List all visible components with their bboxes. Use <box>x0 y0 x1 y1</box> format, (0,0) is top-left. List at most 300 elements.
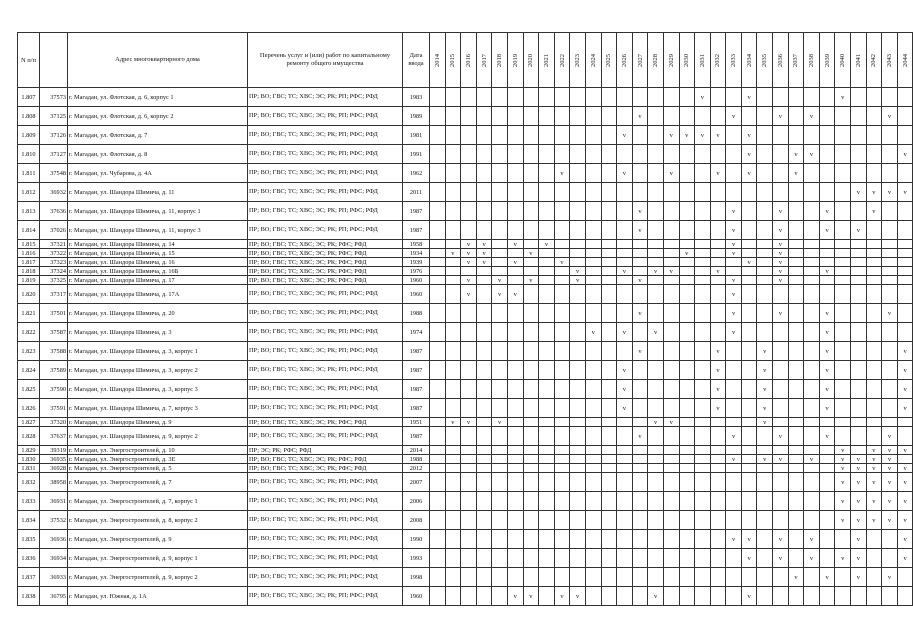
year-cell-2015 <box>445 446 461 455</box>
scheduled-mark: v <box>872 207 876 215</box>
year-cell-2036 <box>773 249 789 258</box>
year-cell-2032 <box>710 511 726 530</box>
year-cell-2039 <box>819 399 835 418</box>
scheduled-mark: v <box>669 169 673 177</box>
header-year-2038 <box>804 33 820 88</box>
year-cell-2030 <box>679 492 695 511</box>
year-cell-2034 <box>741 304 757 323</box>
year-cell-2035 <box>757 258 773 267</box>
year-cell-2040 <box>835 202 851 221</box>
year-cell-2020 <box>523 418 539 427</box>
year-cell-2017 <box>476 530 492 549</box>
year-cell-2023 <box>570 399 586 418</box>
scheduled-mark: v <box>622 385 627 393</box>
works-list: ПР; ВО; ГВС; ТС; ХВС; ЭС; РК; РП; РФС; РФД <box>248 568 403 587</box>
year-cell-2040 <box>835 126 851 145</box>
year-cell-2023 <box>570 427 586 446</box>
year-cell-2038 <box>804 267 820 276</box>
year-cell-2039 <box>819 427 835 446</box>
year-cell-2037 <box>788 202 804 221</box>
year-cell-2017 <box>476 464 492 473</box>
scheduled-mark: v <box>747 93 751 101</box>
year-cell-2041 <box>851 285 867 304</box>
year-cell-2028 <box>648 446 664 455</box>
header-year-label: 2029 <box>667 53 675 67</box>
year-cell-2044 <box>897 285 913 304</box>
year-cell-2044 <box>897 473 913 492</box>
year-cell-2029 <box>663 107 679 126</box>
building-address: г. Магадан, ул. Южная, д. 1А <box>68 587 248 606</box>
scheduled-mark: v <box>638 347 642 355</box>
year-cell-2042 <box>866 418 882 427</box>
year-cell-2029 <box>663 145 679 164</box>
scheduled-mark: v <box>716 404 720 412</box>
year-cell-2039 <box>819 202 835 221</box>
year-cell-2017 <box>476 455 492 464</box>
year-cell-2036 <box>773 455 789 464</box>
year-cell-2027 <box>632 399 648 418</box>
year-cell-2043 <box>882 183 898 202</box>
year-cell-2021 <box>539 511 555 530</box>
year-cell-2025 <box>601 304 617 323</box>
table-row <box>18 285 913 304</box>
row-number: 1.837 <box>18 568 40 587</box>
year-cell-2029 <box>663 427 679 446</box>
works-list: ПР; ВО; ГВС; ТС; ХВС; ЭС; РК; РП; РФС; РФД <box>248 427 403 446</box>
works-list: ПР; ВО; ГВС; ТС; ХВС; ЭС; РК; РФС; РФД <box>248 276 403 285</box>
works-list: ПР; ВО; ГВС; ТС; ХВС; ЭС; РК; РП; РФС; РФД <box>248 145 403 164</box>
year-cell-2020 <box>523 361 539 380</box>
year-cell-2035 <box>757 511 773 530</box>
scheduled-mark: v <box>638 226 642 234</box>
year-cell-2024 <box>585 511 601 530</box>
year-cell-2016 <box>461 183 477 202</box>
year-cell-2041 <box>851 304 867 323</box>
year-cell-2015 <box>445 427 461 446</box>
year-cell-2028 <box>648 183 664 202</box>
year-cell-2031 <box>695 464 711 473</box>
year-cell-2016 <box>461 549 477 568</box>
year-cell-2022 <box>554 267 570 276</box>
year-cell-2019 <box>507 88 523 107</box>
year-cell-2020 <box>523 464 539 473</box>
header-year-2034 <box>741 33 757 88</box>
scheduled-mark: v <box>903 347 907 355</box>
year-cell-2040 <box>835 164 851 183</box>
year-cell-2025 <box>601 455 617 464</box>
year-cell-2026 <box>617 202 633 221</box>
commission-year: 1988 <box>403 304 430 323</box>
building-address: г. Магадан, ул. Энергостроителей, д. 5 <box>68 464 248 473</box>
year-cell-2043 <box>882 587 898 606</box>
year-cell-2040 <box>835 323 851 342</box>
year-cell-2030 <box>679 304 695 323</box>
year-cell-2032 <box>710 427 726 446</box>
building-code: 36928 <box>40 464 68 473</box>
year-cell-2034 <box>741 464 757 473</box>
scheduled-mark: v <box>560 169 564 177</box>
header-year-label: 2015 <box>449 53 457 67</box>
scheduled-mark: v <box>576 276 580 284</box>
year-cell-2033 <box>726 549 742 568</box>
year-cell-2039 <box>819 258 835 267</box>
works-list: ПР; ВО; ГВС; ТС; ХВС; ЭС; РК; РП; РФС; РФД <box>248 88 403 107</box>
scheduled-mark: v <box>903 464 907 472</box>
year-cell-2025 <box>601 418 617 427</box>
year-cell-2029 <box>663 511 679 530</box>
year-cell-2015 <box>445 473 461 492</box>
year-cell-2028 <box>648 276 664 285</box>
year-cell-2016 <box>461 399 477 418</box>
scheduled-mark: v <box>498 276 502 284</box>
year-cell-2042 <box>866 473 882 492</box>
year-cell-2033 <box>726 399 742 418</box>
year-cell-2041 <box>851 427 867 446</box>
year-cell-2040 <box>835 304 851 323</box>
year-cell-2041 <box>851 530 867 549</box>
year-cell-2021 <box>539 258 555 267</box>
table-row <box>18 342 913 361</box>
building-address: г. Магадан, ул. Шандора Шимича, д. 16Б <box>68 267 248 276</box>
year-cell-2032 <box>710 202 726 221</box>
year-cell-2024 <box>585 492 601 511</box>
year-cell-2019 <box>507 446 523 455</box>
year-cell-2036 <box>773 304 789 323</box>
year-cell-2037 <box>788 492 804 511</box>
scheduled-mark: v <box>856 455 860 463</box>
year-cell-2034 <box>741 399 757 418</box>
year-cell-2017 <box>476 446 492 455</box>
works-list: ПР; ВО; ГВС; ТС; ХВС; ЭС; РК; РП; РФС; РФД <box>248 399 403 418</box>
scheduled-mark: v <box>638 112 642 120</box>
year-cell-2016 <box>461 455 477 464</box>
year-cell-2023 <box>570 88 586 107</box>
year-cell-2044 <box>897 249 913 258</box>
year-cell-2039 <box>819 126 835 145</box>
year-cell-2033 <box>726 126 742 145</box>
year-cell-2018 <box>492 455 508 464</box>
year-cell-2030 <box>679 240 695 249</box>
year-cell-2044 <box>897 267 913 276</box>
year-cell-2036 <box>773 126 789 145</box>
year-cell-2039 <box>819 276 835 285</box>
scheduled-mark: v <box>747 258 751 266</box>
year-cell-2037 <box>788 361 804 380</box>
year-cell-2025 <box>601 399 617 418</box>
year-cell-2016 <box>461 511 477 530</box>
scheduled-mark: v <box>731 226 736 234</box>
year-cell-2039 <box>819 549 835 568</box>
header-year-label: 2026 <box>620 53 628 67</box>
year-cell-2038 <box>804 587 820 606</box>
year-cell-2026 <box>617 399 633 418</box>
year-cell-2032 <box>710 323 726 342</box>
year-cell-2024 <box>585 145 601 164</box>
year-cell-2016 <box>461 276 477 285</box>
year-cell-2030 <box>679 342 695 361</box>
building-address: г. Магадан, ул. Шандора Шимича, д. 3, корпус 1 <box>68 342 248 361</box>
year-cell-2040 <box>835 399 851 418</box>
year-cell-2024 <box>585 399 601 418</box>
building-address: г. Магадан, ул. Энергостроителей, д. 8, корпус 2 <box>68 511 248 530</box>
year-cell-2021 <box>539 473 555 492</box>
header-year-2031 <box>695 33 711 88</box>
commission-year: 1987 <box>403 399 430 418</box>
scheduled-mark: v <box>809 112 814 120</box>
scheduled-mark: v <box>825 432 829 440</box>
year-cell-2031 <box>695 183 711 202</box>
year-cell-2038 <box>804 126 820 145</box>
year-cell-2038 <box>804 202 820 221</box>
year-cell-2032 <box>710 183 726 202</box>
year-cell-2020 <box>523 511 539 530</box>
year-cell-2033 <box>726 164 742 183</box>
year-cell-2023 <box>570 380 586 399</box>
scheduled-mark: v <box>872 516 876 524</box>
year-cell-2016 <box>461 88 477 107</box>
scheduled-mark: v <box>669 131 673 139</box>
year-cell-2030 <box>679 267 695 276</box>
year-cell-2026 <box>617 107 633 126</box>
scheduled-mark: v <box>856 516 860 524</box>
year-cell-2014 <box>430 164 446 183</box>
year-cell-2041 <box>851 511 867 530</box>
year-cell-2018 <box>492 530 508 549</box>
scheduled-mark: v <box>685 249 689 257</box>
year-cell-2043 <box>882 464 898 473</box>
row-number: 1.826 <box>18 399 40 418</box>
year-cell-2029 <box>663 323 679 342</box>
year-cell-2033 <box>726 446 742 455</box>
table-row <box>18 258 913 267</box>
year-cell-2014 <box>430 323 446 342</box>
year-cell-2033 <box>726 276 742 285</box>
scheduled-mark: v <box>747 535 751 543</box>
year-cell-2016 <box>461 380 477 399</box>
year-cell-2041 <box>851 418 867 427</box>
year-cell-2021 <box>539 276 555 285</box>
year-cell-2031 <box>695 164 711 183</box>
building-code: 36935 <box>40 455 68 464</box>
year-cell-2018 <box>492 418 508 427</box>
year-cell-2026 <box>617 492 633 511</box>
row-number: 1.830 <box>18 455 40 464</box>
year-cell-2028 <box>648 221 664 240</box>
building-address: г. Магадан, ул. Энергостроителей, д. 10 <box>68 446 248 455</box>
year-cell-2016 <box>461 240 477 249</box>
year-cell-2042 <box>866 145 882 164</box>
year-cell-2031 <box>695 549 711 568</box>
year-cell-2040 <box>835 549 851 568</box>
scheduled-mark: v <box>825 309 829 317</box>
year-cell-2039 <box>819 304 835 323</box>
header-year-2037 <box>788 33 804 88</box>
year-cell-2041 <box>851 249 867 258</box>
year-cell-2029 <box>663 276 679 285</box>
scheduled-mark: v <box>716 347 720 355</box>
year-cell-2032 <box>710 276 726 285</box>
table-row <box>18 249 913 258</box>
year-cell-2041 <box>851 126 867 145</box>
header-year-2030 <box>679 33 695 88</box>
year-cell-2026 <box>617 549 633 568</box>
year-cell-2034 <box>741 473 757 492</box>
scheduled-mark: v <box>825 267 829 275</box>
year-cell-2029 <box>663 587 679 606</box>
row-number: 1.808 <box>18 107 40 126</box>
year-cell-2021 <box>539 342 555 361</box>
row-number: 1.818 <box>18 267 40 276</box>
year-cell-2038 <box>804 88 820 107</box>
row-number: 1.810 <box>18 145 40 164</box>
year-cell-2023 <box>570 202 586 221</box>
year-cell-2025 <box>601 240 617 249</box>
year-cell-2034 <box>741 587 757 606</box>
works-list: ПР; ВО; ГВС; ТС; ХВС; ЭС; РК; РП; РФС; РФД <box>248 164 403 183</box>
year-cell-2014 <box>430 221 446 240</box>
header-year-label: 2037 <box>792 53 800 67</box>
row-number: 1.827 <box>18 418 40 427</box>
year-cell-2037 <box>788 587 804 606</box>
scheduled-mark: v <box>622 267 627 275</box>
year-cell-2022 <box>554 164 570 183</box>
year-cell-2029 <box>663 418 679 427</box>
year-cell-2020 <box>523 323 539 342</box>
year-cell-2035 <box>757 342 773 361</box>
year-cell-2017 <box>476 399 492 418</box>
year-cell-2036 <box>773 464 789 473</box>
year-cell-2032 <box>710 267 726 276</box>
year-cell-2031 <box>695 88 711 107</box>
year-cell-2022 <box>554 304 570 323</box>
year-cell-2018 <box>492 399 508 418</box>
scheduled-mark: v <box>513 258 517 266</box>
works-list: ПР; ВО; ГВС; ТС; ХВС; ЭС; РК; РП; РФС; РФД <box>248 492 403 511</box>
scheduled-mark: v <box>809 554 814 562</box>
year-cell-2037 <box>788 249 804 258</box>
year-cell-2032 <box>710 342 726 361</box>
building-code: 37026 <box>40 221 68 240</box>
year-cell-2016 <box>461 427 477 446</box>
scheduled-mark: v <box>841 554 845 562</box>
year-cell-2037 <box>788 240 804 249</box>
scheduled-mark: v <box>778 309 782 317</box>
year-cell-2032 <box>710 240 726 249</box>
year-cell-2021 <box>539 587 555 606</box>
year-cell-2016 <box>461 587 477 606</box>
year-cell-2034 <box>741 240 757 249</box>
year-cell-2015 <box>445 492 461 511</box>
header-year-label: 2024 <box>589 53 597 67</box>
header-year-2016 <box>461 33 477 88</box>
building-address: г. Магадан, ул. Шандора Шимича, д. 7, корпус 3 <box>68 399 248 418</box>
year-cell-2043 <box>882 427 898 446</box>
scheduled-mark: v <box>809 455 814 463</box>
year-cell-2023 <box>570 304 586 323</box>
year-cell-2041 <box>851 221 867 240</box>
row-number: 1.836 <box>18 549 40 568</box>
year-cell-2039 <box>819 361 835 380</box>
year-cell-2014 <box>430 427 446 446</box>
year-cell-2017 <box>476 258 492 267</box>
year-cell-2018 <box>492 88 508 107</box>
year-cell-2042 <box>866 88 882 107</box>
year-cell-2037 <box>788 164 804 183</box>
year-cell-2036 <box>773 202 789 221</box>
year-cell-2015 <box>445 276 461 285</box>
year-cell-2042 <box>866 126 882 145</box>
scheduled-mark: v <box>466 258 471 266</box>
year-cell-2043 <box>882 323 898 342</box>
scheduled-mark: v <box>763 404 767 412</box>
year-cell-2022 <box>554 380 570 399</box>
year-cell-2024 <box>585 549 601 568</box>
table-row <box>18 126 913 145</box>
commission-year: 1960 <box>403 587 430 606</box>
commission-year: 1988 <box>403 455 430 464</box>
year-cell-2044 <box>897 399 913 418</box>
year-cell-2035 <box>757 202 773 221</box>
year-cell-2041 <box>851 258 867 267</box>
year-cell-2041 <box>851 380 867 399</box>
year-cell-2017 <box>476 473 492 492</box>
year-cell-2027 <box>632 304 648 323</box>
building-code: 37548 <box>40 164 68 183</box>
year-cell-2042 <box>866 276 882 285</box>
year-cell-2032 <box>710 126 726 145</box>
year-cell-2026 <box>617 380 633 399</box>
header-year-label: 2025 <box>605 53 613 67</box>
year-cell-2030 <box>679 202 695 221</box>
header-year-2039 <box>819 33 835 88</box>
year-cell-2040 <box>835 446 851 455</box>
year-cell-2032 <box>710 107 726 126</box>
year-cell-2026 <box>617 221 633 240</box>
table-row <box>18 107 913 126</box>
row-number: 1.823 <box>18 342 40 361</box>
header-year-label: 2023 <box>574 53 582 67</box>
year-cell-2037 <box>788 221 804 240</box>
year-cell-2035 <box>757 399 773 418</box>
year-cell-2016 <box>461 249 477 258</box>
header-year-label: 2034 <box>745 53 753 67</box>
year-cell-2043 <box>882 418 898 427</box>
year-cell-2021 <box>539 418 555 427</box>
year-cell-2019 <box>507 126 523 145</box>
year-cell-2027 <box>632 107 648 126</box>
year-cell-2016 <box>461 258 477 267</box>
year-cell-2024 <box>585 267 601 276</box>
scheduled-mark: v <box>825 404 829 412</box>
year-cell-2044 <box>897 258 913 267</box>
year-cell-2021 <box>539 240 555 249</box>
scheduled-mark: v <box>887 446 892 454</box>
year-cell-2041 <box>851 399 867 418</box>
year-cell-2043 <box>882 530 898 549</box>
scheduled-mark: v <box>809 535 814 543</box>
scheduled-mark: v <box>903 446 907 454</box>
year-cell-2036 <box>773 88 789 107</box>
year-cell-2033 <box>726 323 742 342</box>
year-cell-2019 <box>507 399 523 418</box>
year-cell-2024 <box>585 221 601 240</box>
year-cell-2036 <box>773 399 789 418</box>
year-cell-2043 <box>882 258 898 267</box>
year-cell-2029 <box>663 202 679 221</box>
header-year-2028 <box>648 33 664 88</box>
commission-year: 1993 <box>403 549 430 568</box>
year-cell-2033 <box>726 145 742 164</box>
